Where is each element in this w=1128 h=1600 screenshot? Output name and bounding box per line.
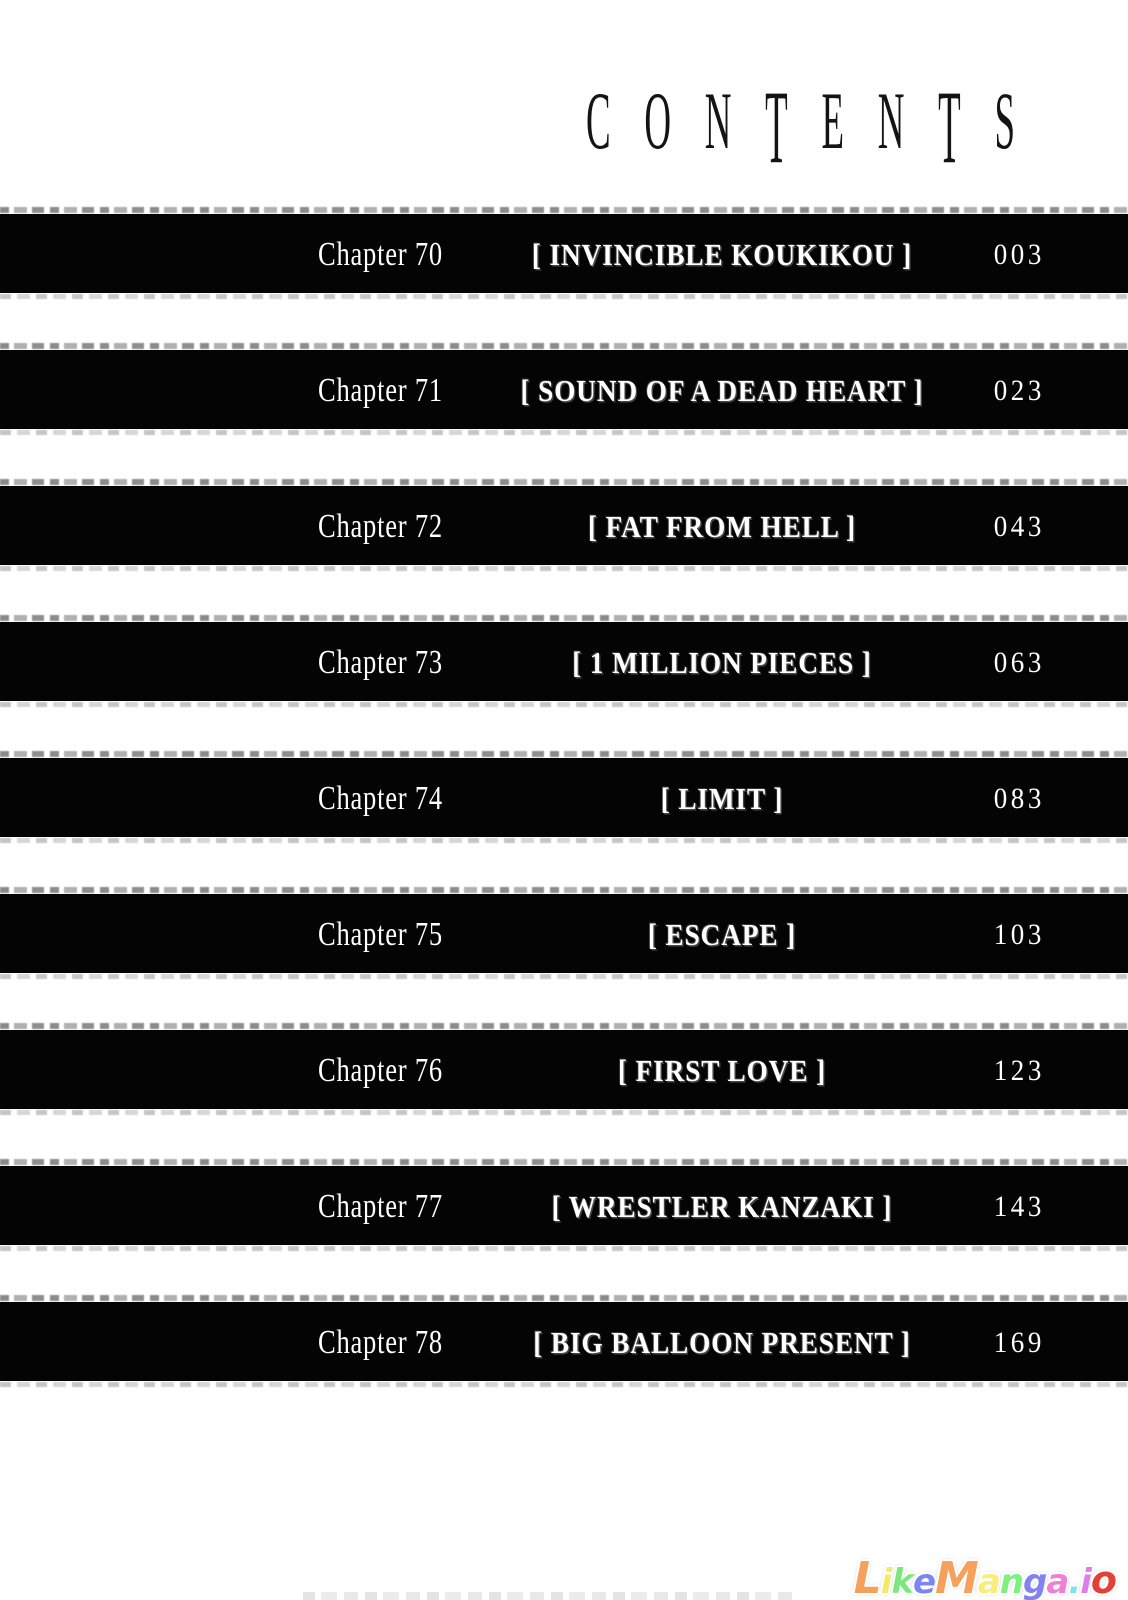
page-number: 169 [993, 1326, 1045, 1359]
contents-letter: C [586, 75, 645, 166]
toc-row [0, 350, 1128, 429]
chapter-list [0, 214, 1128, 1438]
watermark-letter: n [999, 1562, 1024, 1600]
page-number: 043 [993, 510, 1045, 543]
watermark-letter: . [1068, 1562, 1081, 1600]
chapter-title: [ 1 MILLION PIECES ] [572, 645, 872, 680]
contents-letter: N [877, 75, 939, 166]
watermark-letter: M [935, 1553, 978, 1600]
chapter-label: Chapter 70 [318, 236, 443, 273]
contents-letter: S [994, 75, 1049, 166]
chapter-title: [ ESCAPE ] [647, 917, 797, 952]
chapter-label: Chapter 73 [318, 644, 443, 681]
page-number: 063 [993, 646, 1045, 679]
page-number: 003 [993, 238, 1045, 271]
chapter-label: Chapter 71 [318, 372, 443, 409]
toc-row [0, 1166, 1128, 1245]
page-title-text [586, 69, 1049, 186]
watermark-letter: i [880, 1562, 892, 1600]
contents-letter: T [765, 69, 822, 186]
chapter-title: [ BIG BALLOON PRESENT ] [533, 1325, 911, 1360]
page-number: 143 [993, 1190, 1045, 1223]
bottom-cutoff-text-artifact [303, 1592, 798, 1600]
watermark-letter: k [891, 1562, 913, 1600]
chapter-label: Chapter 76 [318, 1052, 443, 1089]
page-title [586, 69, 1128, 190]
chapter-label: Chapter 78 [318, 1324, 443, 1361]
toc-row [0, 1302, 1128, 1381]
page-number: 123 [993, 1054, 1045, 1087]
watermark-letter: e [912, 1562, 936, 1600]
contents-letter: N [704, 75, 766, 166]
watermark-letter: L [853, 1553, 881, 1600]
toc-row [0, 894, 1128, 973]
page-number: 103 [993, 918, 1045, 951]
chapter-title: [ INVINCIBLE KOUKIKOU ] [531, 237, 913, 272]
toc-row [0, 1030, 1128, 1109]
watermark-letter: a [977, 1562, 1000, 1600]
chapter-title: [ FAT FROM HELL ] [587, 509, 857, 544]
watermark-letter: i [1080, 1562, 1091, 1600]
contents-letter: E [821, 75, 878, 166]
contents-letter: T [938, 69, 995, 186]
toc-row [0, 622, 1128, 701]
chapter-label: Chapter 77 [318, 1188, 443, 1225]
chapter-title: [ LIMIT ] [660, 781, 784, 816]
site-watermark [854, 1553, 1116, 1600]
toc-row [0, 214, 1128, 293]
chapter-label: Chapter 72 [318, 508, 443, 545]
page-number: 083 [993, 782, 1045, 815]
toc-row [0, 758, 1128, 837]
page-number: 023 [993, 374, 1045, 407]
chapter-title: [ WRESTLER KANZAKI ] [551, 1189, 893, 1224]
toc-row [0, 486, 1128, 565]
chapter-label: Chapter 75 [318, 916, 443, 953]
watermark-letter: a [1046, 1562, 1069, 1600]
contents-letter: O [644, 75, 705, 166]
chapter-label: Chapter 74 [318, 780, 443, 817]
watermark-letter: g [1023, 1562, 1047, 1600]
chapter-title: [ FIRST LOVE ] [617, 1053, 827, 1088]
watermark-letter: o [1090, 1558, 1116, 1600]
chapter-title: [ SOUND OF A DEAD HEART ] [520, 373, 924, 408]
